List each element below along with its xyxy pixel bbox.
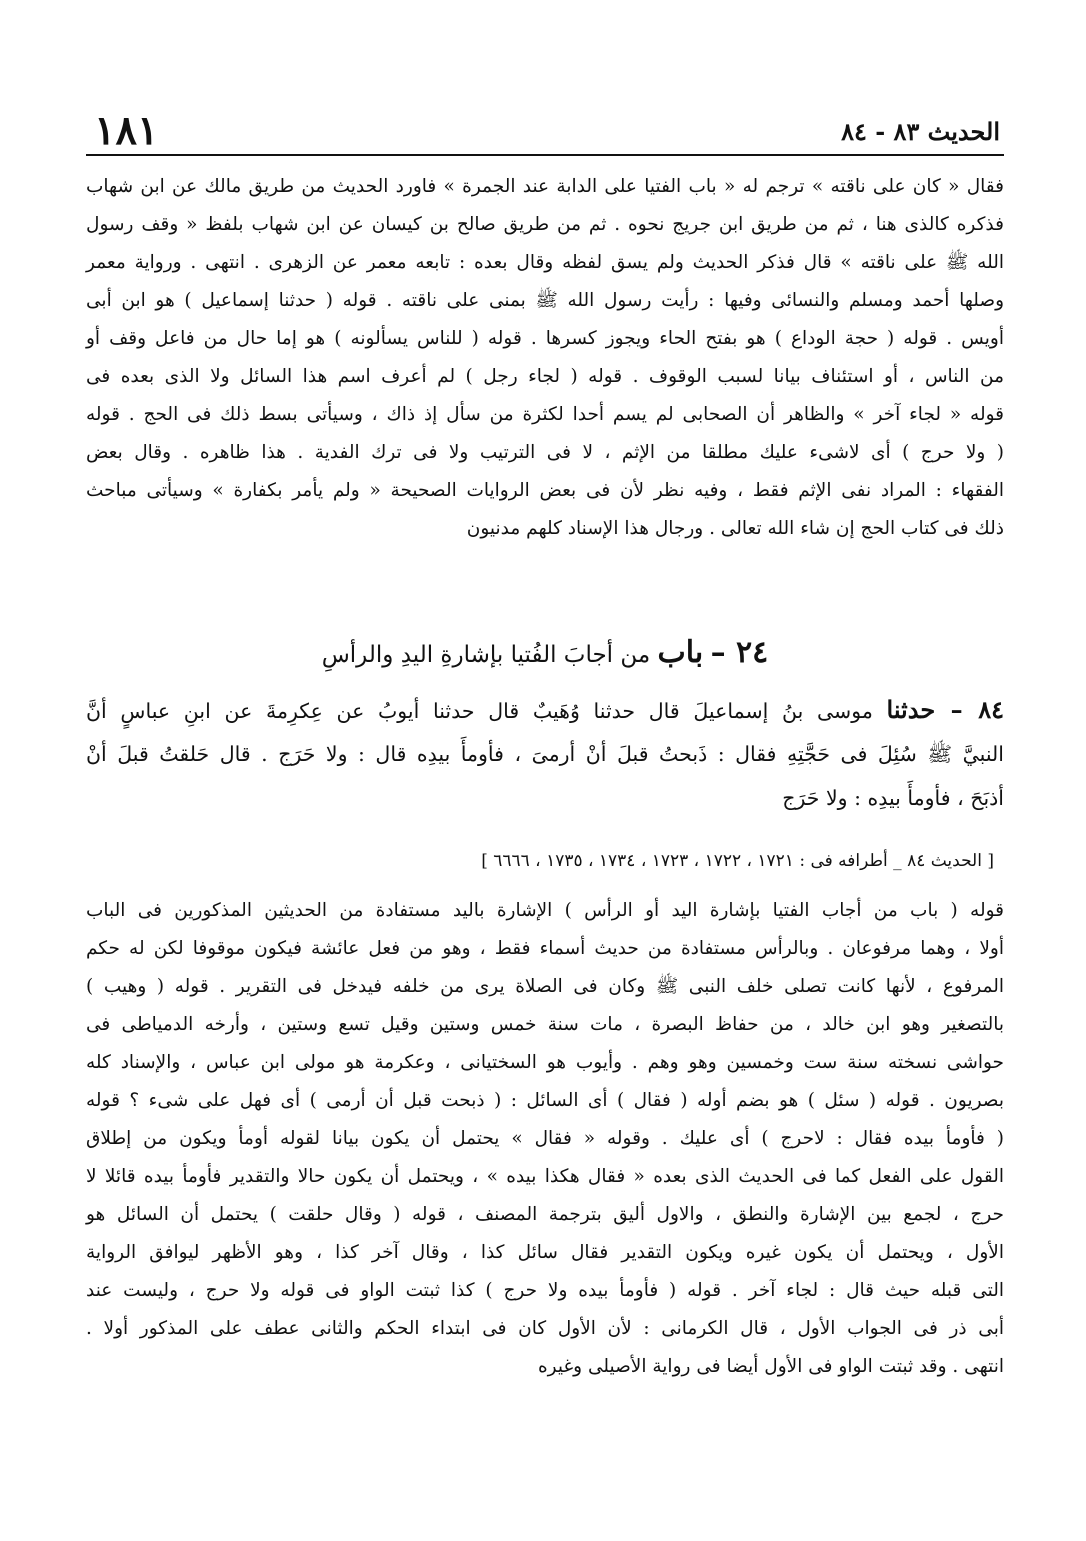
text-line: انتهى . وقد ثبتت الواو فى الأول أيضا فى رواية الأصيلى وغيره xyxy=(537,1356,1004,1377)
text-line: ( فأومأ بيده فقال : لاحرج ) أى عليك . وقوله « فقال » يحتمل أن يكون بيانا لقوله أومأ ويكون من إطلاق xyxy=(86,1128,1004,1149)
book-page xyxy=(86,108,1004,1508)
text-line: فذكره كالذى هنا ، ثم من طريق ابن جريج نحوه . ثم من طريق صالح بن كيسان عن ابن شهاب بلفظ « وقف رسول xyxy=(86,214,1004,235)
text-line: الفقهاء : المراد نفى الإثم فقط ، وفيه نظر لأن فى بعض الروايات الصحيحة « ولم يأمر بكفارة » وسيأتى مباحث xyxy=(86,480,1004,501)
running-head: الحديث ٨٣ - ٨٤ xyxy=(841,117,1000,146)
text-line: أويس . قوله ( حجة الوداع ) هو بفتح الحاء ويجوز كسرها . قوله ( للناس يسألونه ) هو إما حال من فاعل وقف أو xyxy=(86,328,1004,349)
text-line: حرج ، لجمع بين الإشارة والنطق ، والاول أليق بترجمة المصنف ، قوله ( وقال حلقت ) يحتمل أن السائل هو xyxy=(86,1204,1004,1225)
text-line: قوله « لجاء آخر » والظاهر أن الصحابى لم يسم أحدا لكثرة من سأل إذ ذاك ، وسيأتى بسط ذلك فى الحج . قوله xyxy=(86,404,1004,425)
text-line: القول على الفعل كما فى الحديث الذى بعده « فقال هكذا بيده » ، ويحتمل أن يكون حالا والتقدير فأومأ بيده قائلا لا xyxy=(86,1166,1004,1187)
text-line: أبى ذر فى الجواب الأول ، قال الكرمانى : لأن الأول كان فى ابتداء الحكم والثانى عطف على المذكور أولا . xyxy=(86,1318,1004,1339)
text-line: التى قبله حيث قال : لجاء آخر . قوله ( فأومأ بيده ولا حرج ) كذا ثبتت الواو فى قوله ولا حرج ، وليست عند xyxy=(86,1280,1004,1301)
commentary-block-1 xyxy=(86,168,1004,548)
chapter-heading xyxy=(86,633,1004,675)
hadith-text xyxy=(86,688,1004,820)
hadith-line: أذبَحَ ، فأومأَ بيدِه : ولا حَرَج xyxy=(782,786,1004,810)
text-line: بصريون . قوله ( سئل ) هو بضم أوله ( فقال ) أى السائل : ( ذبحت قبل أن أرمى ) أى فهل على شىء ؟ قوله xyxy=(86,1090,1004,1111)
text-line: الله ﷺ على ناقته » قال فذكر الحديث ولم يسق لفظه وقال بعده : تابعه معمر عن الزهرى . انتهى . ورواية معمر xyxy=(86,252,1004,273)
text-line: المرفوع ، لأنها كانت تصلى خلف النبى ﷺ وكان فى الصلاة يرى من خلفه فيدخل فى التقرير . قوله ( وهيب ) xyxy=(86,976,1004,997)
chapter-bab: باب xyxy=(657,635,704,670)
chapter-number: ٢٤ – xyxy=(710,635,769,670)
hadith-number: ٨٤ – حدثنا xyxy=(886,695,1004,724)
page-number: ١٨١ xyxy=(94,107,159,154)
text-line: ( ولا حرج ) أى لاشىء عليك مطلقا من الإثم ، لا فى الترتيب ولا فى ترك الفدية . هذا ظاهره . وقال بعض xyxy=(86,442,1004,463)
text-line: ذلك فى كتاب الحج إن شاء الله تعالى . ورجال هذا الإسناد كلهم مدنيون xyxy=(466,518,1004,539)
text-line: بالتصغير وهو ابن خالد ، من حفاظ البصرة ، مات سنة خمس وستين وقيل تسع وستين ، وأرخه الدمياطى فى xyxy=(86,1014,1004,1035)
text-line: فقال « كان على ناقته » ترجم له « باب الفتيا على الدابة عند الجمرة » فاورد الحديث من طريق مالك عن ابن شهاب xyxy=(86,176,1004,197)
chapter-title: من أجابَ الفُتيا بإشارةِ اليدِ والرأسِ xyxy=(321,642,651,668)
text-line: قوله ( باب من أجاب الفتيا بإشارة اليد أو الرأس ) الإشارة باليد مستفادة من الحديثين المذكورين فى الباب xyxy=(86,900,1004,921)
text-line: الأول ، ويحتمل أن يكون غيره ويكون التقدير فقال سائل كذا ، وقال آخر كذا ، وهو الأظهر ليوافق الرواية xyxy=(86,1242,1004,1263)
commentary-block-2 xyxy=(86,892,1004,1386)
hadith-line: موسى بنُ إسماعيلَ قال حدثنا وُهَيبٌ قال حدثنا أيوبُ عن عِكرِمةَ عن ابنِ عباسٍ أنَّ xyxy=(86,699,873,723)
page-header xyxy=(86,108,1004,156)
text-line: وصلها أحمد ومسلم والنسائى وفيها : رأيت رسول الله ﷺ بمنى على ناقته . قوله ( حدثنا إسماعيل ) هو ابن أبى xyxy=(86,290,1005,311)
hadith-line: النبيَّ ﷺ سُئِلَ فى حَجَّتِهِ فقال : ذَبحتُ قبلَ أنْ أرمىَ ، فأومأَ بيدِه قال : ولا حَرَج . قال حَلقتُ قبلَ أنْ xyxy=(86,742,1004,766)
text-line: حواشى نسخته سنة ست وخمسين وهو وهم . وأيوب هو السختيانى ، وعكرمة هو مولى ابن عباس ، والإسناد كله xyxy=(86,1052,1004,1073)
text-line: من الناس ، أو استئناف بيانا لسبب الوقوف . قوله ( لجاء رجل ) لم أعرف اسم هذا السائل ولا الذى بعده فى xyxy=(86,366,1004,387)
text-line: أولا ، وهما مرفوعان . وبالرأس مستفادة من حديث أسماء فقط ، وهو من فعل عائشة فيكون موقوفا لكن له حكم xyxy=(86,938,1004,959)
hadith-cross-references: [ الحديث ٨٤ _ أطرافه فى : ١٧٢١ ، ١٧٢٢ ، ١٧٢٣ ، ١٧٣٤ ، ١٧٣٥ ، ٦٦٦٦ ] xyxy=(481,851,994,871)
